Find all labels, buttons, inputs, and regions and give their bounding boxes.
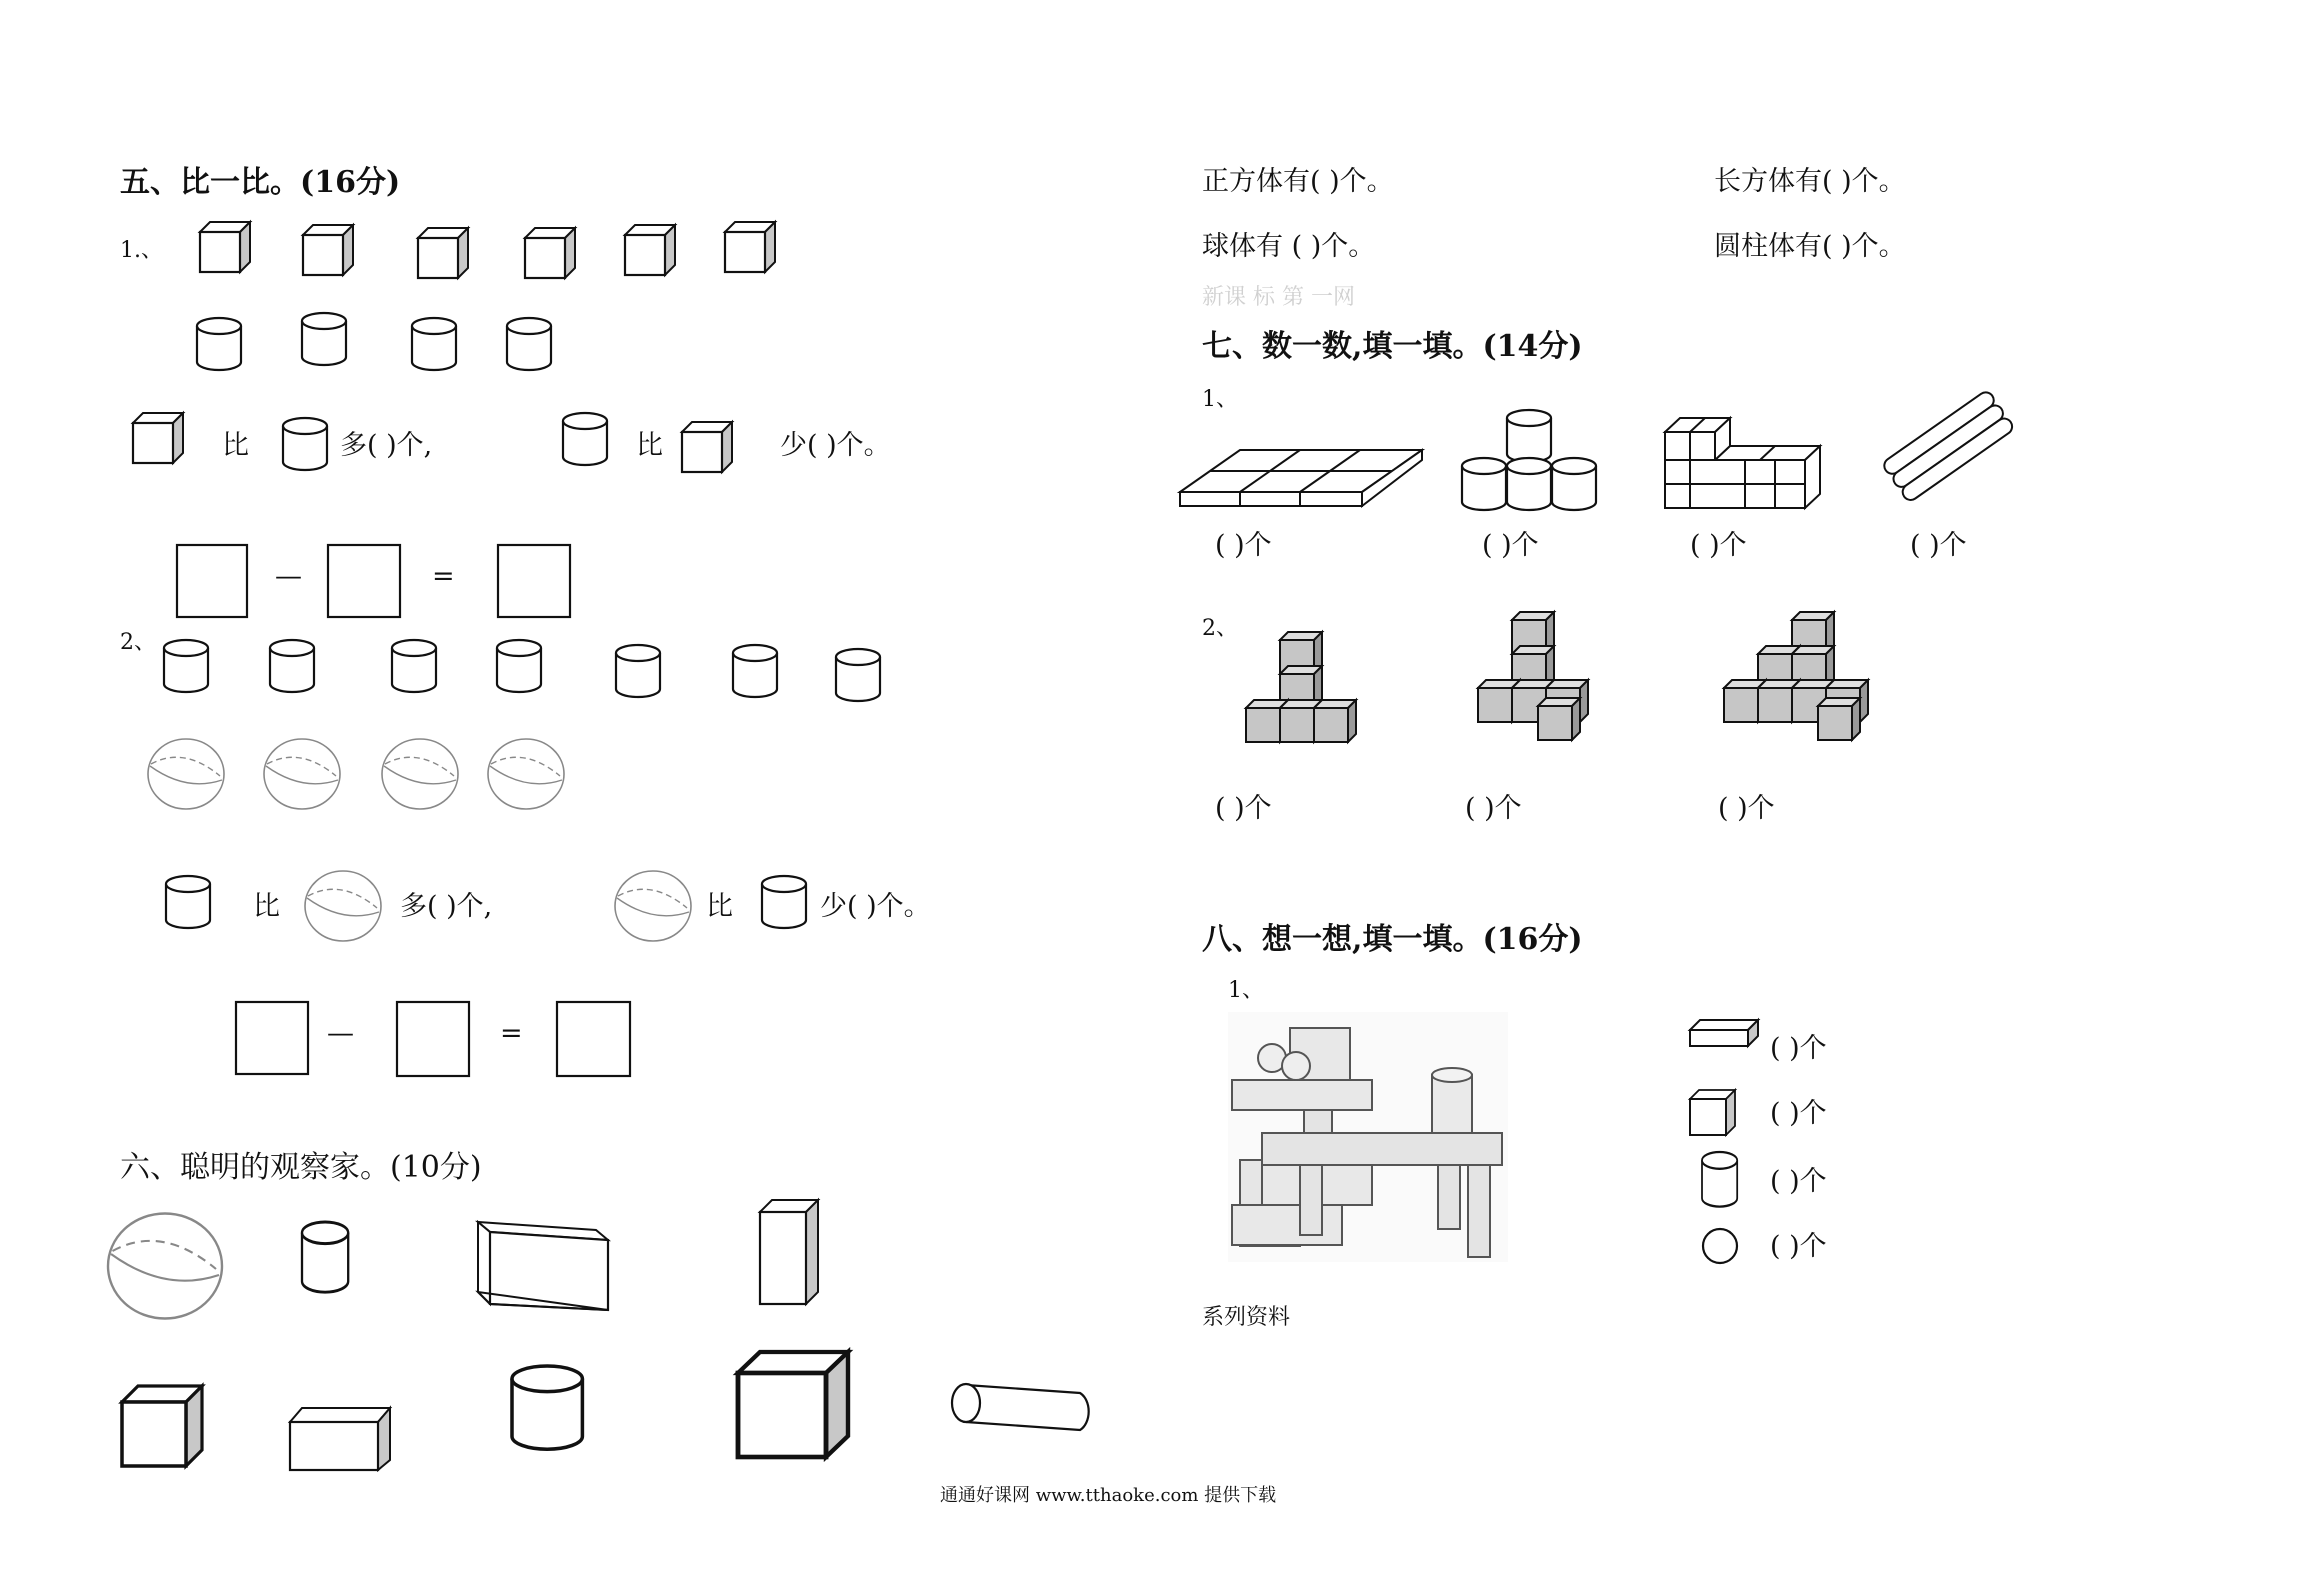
q5-1-label: 1.、 bbox=[120, 238, 163, 263]
q7-1-blank-2: ( )个 bbox=[1482, 530, 1539, 561]
q7-1-blank-1: ( )个 bbox=[1215, 530, 1272, 561]
sphere-count-label: 球体有 ( )个。 bbox=[1202, 231, 1376, 262]
equals-sign-1: = bbox=[432, 561, 455, 592]
q8-blank-sphere: ( )个 bbox=[1770, 1231, 1827, 1262]
compare-bi-2: 比 bbox=[636, 430, 663, 461]
minus-sign-1: — bbox=[275, 561, 302, 592]
section7-title: 七、数一数,填一填。(14分) bbox=[1202, 329, 1583, 364]
q2-cylinder-row bbox=[164, 640, 880, 701]
q2-ball-row bbox=[148, 739, 564, 809]
footer-text: 通通好课网 www.tthaoke.com 提供下载 bbox=[940, 1485, 1277, 1506]
cylinder-icon bbox=[1702, 1152, 1737, 1207]
minus-sign-2: — bbox=[327, 1018, 354, 1049]
compare-bi-4: 比 bbox=[706, 891, 733, 922]
q7-stack-2 bbox=[1478, 612, 1588, 740]
q7-1-blank-3: ( )个 bbox=[1690, 530, 1747, 561]
small-cuboid bbox=[290, 1408, 390, 1470]
compare-bi-1: 比 bbox=[222, 430, 249, 461]
compare-less-1: 少( )个。 bbox=[780, 430, 891, 461]
q1-compare-shapes bbox=[133, 413, 732, 472]
equals-sign-2: = bbox=[500, 1018, 523, 1049]
q8-blank-cuboid: ( )个 bbox=[1770, 1033, 1827, 1064]
q7-1-label: 1、 bbox=[1202, 387, 1238, 412]
q8-blank-cylinder: ( )个 bbox=[1770, 1166, 1827, 1197]
q7-2-blank-3: ( )个 bbox=[1718, 793, 1775, 824]
cube-icon bbox=[1690, 1090, 1735, 1135]
lying-cylinder bbox=[952, 1384, 1089, 1430]
cylinder-count-label: 圆柱体有( )个。 bbox=[1714, 231, 1906, 262]
compare-more-1: 多( )个, bbox=[340, 430, 433, 461]
q2-compare-shapes bbox=[166, 871, 806, 941]
compare-less-2: 少( )个。 bbox=[820, 891, 931, 922]
cuboid-icon bbox=[1690, 1020, 1758, 1046]
q1-cube-row bbox=[200, 222, 775, 278]
q7-stack-1 bbox=[1246, 632, 1356, 742]
section8-title: 八、想一想,填一填。(16分) bbox=[1202, 922, 1583, 957]
q7-cylinder-stack bbox=[1462, 410, 1596, 510]
compare-more-2: 多( )个, bbox=[400, 891, 493, 922]
q8-1-label: 1、 bbox=[1228, 978, 1264, 1003]
q5-2-label: 2、 bbox=[120, 630, 156, 655]
observer-shapes bbox=[108, 1200, 1089, 1470]
series-label: 系列资料 bbox=[1202, 1305, 1291, 1330]
q2-answer-boxes bbox=[236, 1002, 630, 1076]
q8-blank-cube: ( )个 bbox=[1770, 1098, 1827, 1129]
faint-watermark-text: 新课 标 第 一网 bbox=[1202, 285, 1355, 310]
q7-cube-wall bbox=[1665, 418, 1820, 508]
cuboid-count-label: 长方体有( )个。 bbox=[1714, 166, 1906, 197]
q1-cylinder-row bbox=[197, 313, 551, 370]
q8-block-picture bbox=[1228, 1012, 1508, 1262]
q7-stack-3 bbox=[1724, 612, 1868, 740]
q7-2-blank-1: ( )个 bbox=[1215, 793, 1272, 824]
flat-cuboid bbox=[478, 1222, 608, 1310]
section5-title: 五、比一比。(16分) bbox=[120, 165, 401, 200]
tall-cuboid bbox=[760, 1200, 818, 1304]
cube-count-label: 正方体有( )个。 bbox=[1202, 166, 1394, 197]
q7-log-bundle bbox=[1881, 389, 2015, 503]
section6-title: 六、聪明的观察家。(10分) bbox=[120, 1150, 482, 1185]
circle-icon bbox=[1703, 1229, 1737, 1263]
q7-2-label: 2、 bbox=[1202, 616, 1238, 641]
q7-flat-grid bbox=[1180, 450, 1422, 506]
q1-answer-boxes bbox=[177, 545, 570, 617]
q7-1-blank-4: ( )个 bbox=[1910, 530, 1967, 561]
compare-bi-3: 比 bbox=[253, 891, 280, 922]
q7-2-blank-2: ( )个 bbox=[1465, 793, 1522, 824]
